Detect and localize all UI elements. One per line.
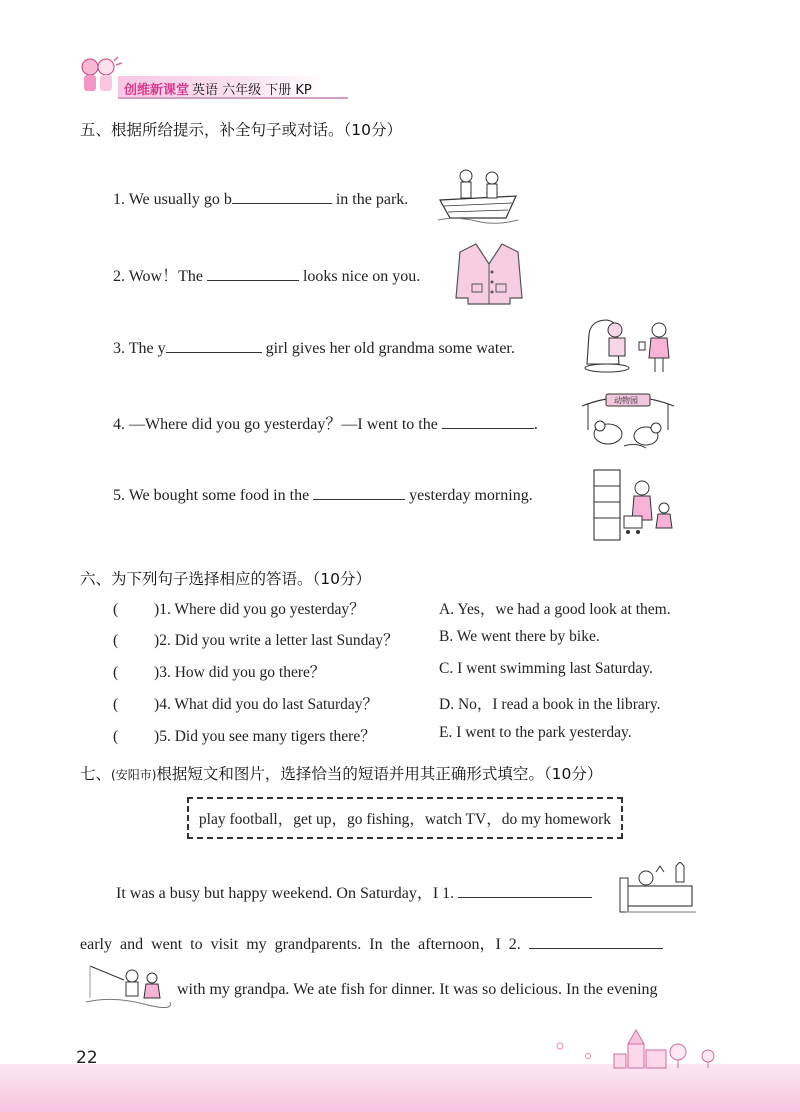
section-7-source: (安阳市) (111, 768, 157, 782)
section-7-title (80, 762, 602, 784)
question-1: )1. Where did you go yesterday？ (154, 601, 365, 618)
answer-paren-3[interactable]: ( (113, 664, 119, 681)
answer-option-a: A. Yes，we had a good look at them. (439, 601, 671, 618)
section-5-title: 五、根据所给提示，补全句子或对话。（10分） (80, 121, 402, 139)
zoo-illustration (576, 390, 680, 458)
answer-option-b: B. We went there by bike. (439, 628, 600, 645)
header-info: 英语 六年级 下册 KP (192, 83, 312, 98)
fishing-illustration (84, 962, 172, 1020)
match-row-3 (113, 660, 325, 682)
sentence-1-blank[interactable] (232, 189, 332, 204)
getting-up-illustration (616, 862, 704, 922)
match-row-5 (113, 724, 376, 746)
phrase-box (187, 797, 623, 839)
question-4: )4. What did you do last Saturday？ (154, 696, 379, 713)
page-number: 22 (76, 1048, 98, 1068)
sentence-2-blank[interactable] (207, 266, 299, 281)
sentence-5 (113, 485, 533, 505)
passage-line-3: with my grandpa. We ate fish for dinner. It was so delicious. In the evening (177, 981, 658, 998)
sentence-4-before: 4. —Where did you go yesterday？—I went to the (113, 416, 438, 433)
sentence-3 (113, 338, 515, 358)
passage-line-1-text: It was a busy but happy weekend. On Saturday，I 1. (116, 885, 455, 902)
sentence-2-after: looks nice on you. (302, 268, 421, 285)
passage-line-1 (116, 880, 592, 903)
sentence-4-blank[interactable] (442, 414, 534, 429)
sentence-5-blank[interactable] (313, 485, 405, 500)
answer-option-c: C. I went swimming last Saturday. (439, 660, 653, 677)
sentence-2 (113, 263, 420, 286)
section-6-title: 六、为下列句子选择相应的答语。（10分） (80, 570, 371, 588)
sentence-4-after: . (533, 416, 538, 433)
answer-paren-2[interactable]: ( (113, 632, 119, 649)
zoo-sign: 动物园 (614, 396, 638, 405)
header-logo (76, 55, 124, 103)
passage-blank-2[interactable] (529, 934, 663, 949)
question-3: )3. How did you go there？ (154, 664, 326, 681)
passage-blank-1[interactable] (458, 883, 592, 898)
sentence-4 (113, 411, 538, 434)
boating-kids-illustration (436, 166, 520, 228)
match-row-4 (113, 692, 378, 714)
question-5: )5. Did you see many tigers there？ (154, 728, 376, 745)
cardigan-illustration (454, 240, 524, 312)
answer-paren-5[interactable]: ( (113, 728, 119, 745)
passage-line-2-text: early and went to visit my grandparents. In the afternoon，I 2. (80, 936, 521, 953)
sentence-1-after: in the park. (335, 191, 409, 208)
sentence-5-before: 5. We bought some food in the (113, 487, 310, 504)
answer-paren-4[interactable]: ( (113, 696, 119, 713)
sentence-3-before: 3. The y (113, 340, 166, 357)
brand-name: 创维新课堂 (124, 83, 190, 98)
castle-decoration (548, 1020, 728, 1074)
sentence-2-before: 2. Wow！The (113, 268, 203, 285)
phrase-list: play football，get up，go fishing，watch TV，do my homework (198, 811, 612, 828)
question-2: )2. Did you write a letter last Sunday？ (154, 632, 399, 649)
section-7-title-text: 根据短文和图片，选择恰当的短语并用其正确形式填空。（10分） (156, 765, 603, 783)
section-7-prefix: 七、 (80, 765, 112, 783)
passage-line-2 (80, 931, 663, 954)
sentence-1 (113, 189, 408, 209)
sentence-3-after: girl gives her old grandma some water. (265, 340, 515, 357)
match-row-2 (113, 628, 399, 650)
match-row-1 (113, 597, 365, 619)
supermarket-illustration (592, 466, 676, 550)
girl-and-grandma-illustration (583, 314, 679, 382)
answer-option-d: D. No，I read a book in the library. (439, 696, 661, 713)
sentence-5-after: yesterday morning. (409, 487, 533, 504)
answer-paren-1[interactable]: ( (113, 601, 119, 618)
sentence-3-blank[interactable] (166, 338, 262, 353)
answer-option-e: E. I went to the park yesterday. (439, 724, 632, 741)
sentence-1-before: 1. We usually go b (113, 191, 232, 208)
